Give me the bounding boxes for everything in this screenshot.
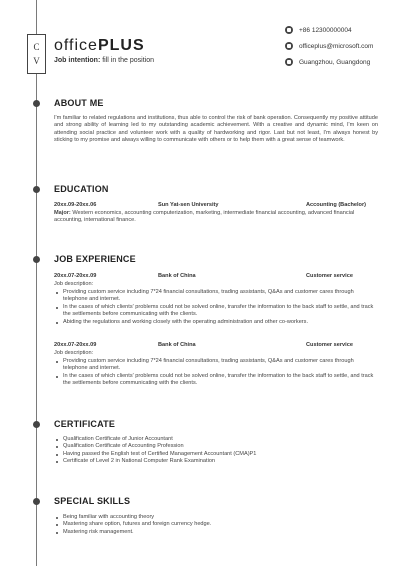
about-text: I'm familiar to related regulations and institutions, thus able to control the risk of bank operation. Consequently my positive attitude and strong ability of learning led to my outstanding academic achievement. With a creative and dynamic mind, I'm keen on attending social practice and volunteer work with a quality of hardworking and rigor. Last but not least, I'm always honest by sticking to my promise and always willing to communicate with others or to help them with a great sense of teamwork. <box>54 115 378 144</box>
brand-light: office <box>54 37 98 54</box>
list-item: Providing custom service including 7*24 financial consultations, trading assistants, Q&As and customer cares through telephone and internet. <box>54 289 378 304</box>
section-dot-certificate <box>33 421 40 428</box>
section-title-experience: JOB EXPERIENCE <box>54 254 136 264</box>
brand-bold: PLUS <box>97 37 145 54</box>
list-item: Mastering share option, futures and foreign currency hedge. <box>54 521 378 528</box>
intent-value: fill in the position <box>100 57 154 64</box>
list-item: Providing custom service including 7*24 financial consultations, trading assistants, Q&As and customer cares through telephone and internet. <box>54 358 378 373</box>
list-item: Qualification Certificate of Accounting Profession <box>54 443 378 450</box>
job-date: 20xx.07-20xx.09 <box>54 342 97 348</box>
job-date: 20xx.07-20xx.09 <box>54 273 97 279</box>
list-item: Certificate of Level 2 in National Computer Rank Examination <box>54 458 378 465</box>
skills-list <box>54 514 378 536</box>
education-row <box>54 202 378 210</box>
phone-text: +86 12300000004 <box>299 26 352 34</box>
list-item: Abiding the regulations and working closely with the operating administration and other co-workers. <box>54 319 378 326</box>
education-degree: Accounting (Bachelor) <box>306 202 366 208</box>
job-row-1 <box>54 273 378 281</box>
education-date: 20xx.09-20xx.06 <box>54 202 97 208</box>
cv-badge <box>27 34 46 74</box>
list-item: In the cases of which clients' problems could not be solved online, transfer the information to the back staff to settle, and track the settlements before communicating with the clients. <box>54 373 378 388</box>
section-title-about: ABOUT ME <box>54 98 104 108</box>
timeline-line <box>36 0 37 566</box>
phone-icon <box>285 26 293 34</box>
email-icon <box>285 42 293 50</box>
education-major <box>54 210 378 225</box>
section-title-education: EDUCATION <box>54 184 109 194</box>
section-dot-about <box>33 100 40 107</box>
major-text: Western economics, accounting computerization, marketing, intermediate financial accounting, advanced financial accounting, international finance. <box>54 210 355 224</box>
education-school: Sun Yat-sen University <box>158 202 219 208</box>
job-desc-label: Job description: <box>54 281 94 287</box>
major-label: Major: <box>54 210 71 216</box>
job-desc-label: Job description: <box>54 350 94 356</box>
list-item: Qualification Certificate of Junior Accountant <box>54 436 378 443</box>
job-company: Bank of China <box>158 342 196 348</box>
location-text: Guangzhou, Guangdong <box>299 58 371 66</box>
contact-phone <box>285 26 352 34</box>
job-role: Customer service <box>306 342 353 348</box>
certificate-list <box>54 436 378 466</box>
contact-email <box>285 42 373 50</box>
list-item: Being familiar with accounting theory <box>54 514 378 521</box>
list-item: Having passed the English test of Certified Management Accountant (CMA)P1 <box>54 451 378 458</box>
cv-letter-c: C <box>33 42 40 52</box>
list-item: Mastering risk management. <box>54 529 378 536</box>
section-dot-education <box>33 186 40 193</box>
location-icon <box>285 58 293 66</box>
section-dot-skills <box>33 498 40 505</box>
brand-title <box>54 37 145 55</box>
list-item: In the cases of which clients' problems could not be solved online, transfer the information to the back staff to settle, and track the settlements before communicating with the clients. <box>54 304 378 319</box>
job-row-2 <box>54 342 378 350</box>
section-title-certificate: CERTIFICATE <box>54 419 116 429</box>
intent-label: Job intention: <box>54 57 101 64</box>
section-dot-experience <box>33 256 40 263</box>
job-role: Customer service <box>306 273 353 279</box>
cv-letter-v: V <box>33 56 40 66</box>
job-intention <box>54 57 154 64</box>
job-2-bullets <box>54 358 378 388</box>
section-title-skills: SPECIAL SKILLS <box>54 496 131 506</box>
email-text: officeplus@microsoft.com <box>299 42 374 50</box>
job-1-bullets <box>54 289 378 326</box>
job-company: Bank of China <box>158 273 196 279</box>
contact-location <box>285 58 370 66</box>
